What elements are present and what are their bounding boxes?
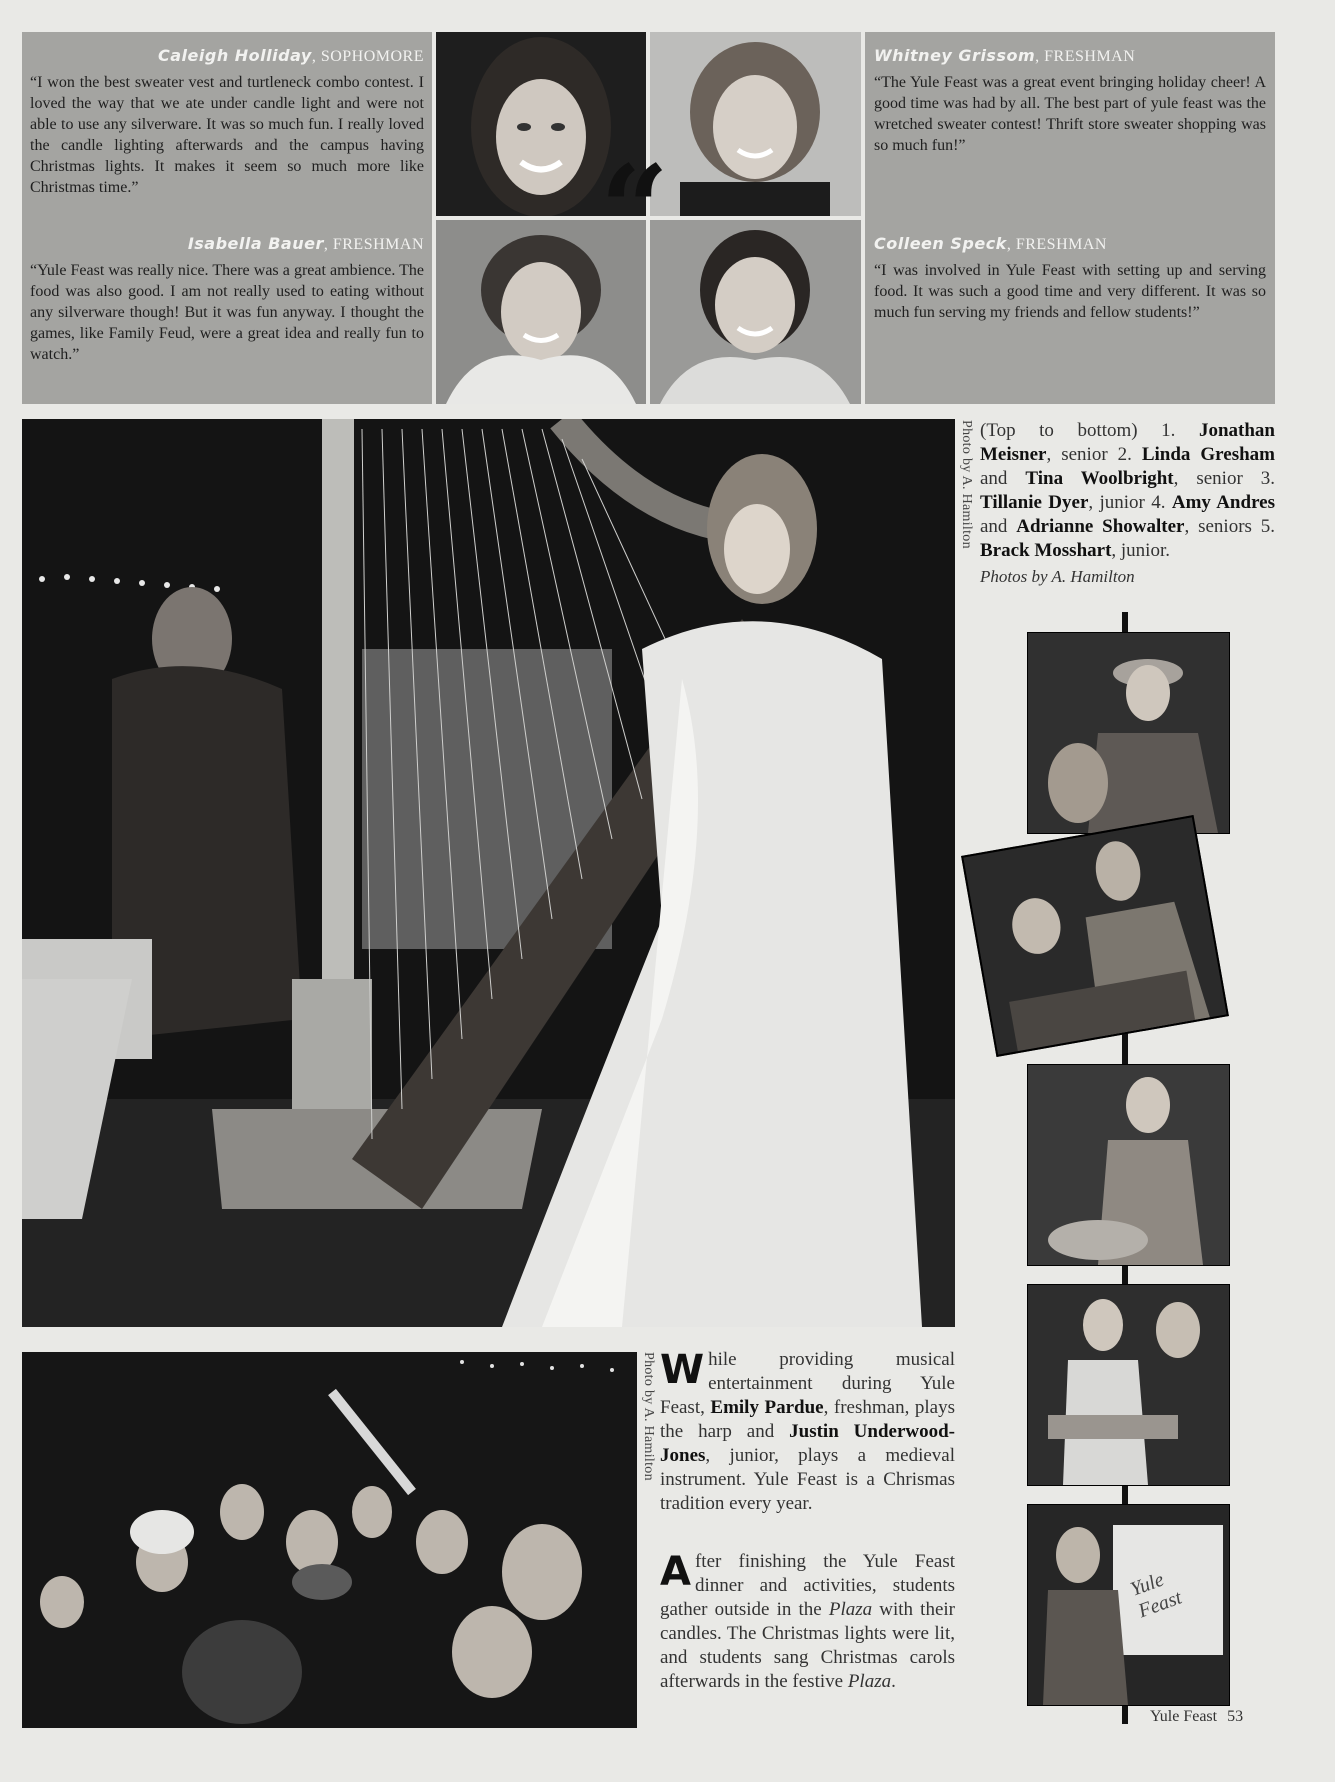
page-footer xyxy=(1150,1708,1243,1726)
caption-text: , junior. xyxy=(1111,540,1170,561)
page-number: 53 xyxy=(1227,1708,1244,1725)
sidebar-photo-5 xyxy=(1027,1504,1230,1706)
quote-author-class: , FRESHMAN xyxy=(1006,236,1107,253)
caption-emphasis: Plaza xyxy=(847,1671,892,1692)
caption-text: with their candles. The Christmas lights were lit, and students sang Christmas carols afterwards in the festive xyxy=(660,1599,955,1692)
quote-author-name: Whitney Grissom xyxy=(874,46,1036,65)
caption-name: Tina Woolbright xyxy=(1025,468,1174,489)
caption-text: . xyxy=(891,1671,896,1692)
quote-author-name: Colleen Speck xyxy=(874,234,1007,253)
crowd-photo-credit: Photo by A. Hamilton xyxy=(641,1352,656,1481)
caption-name: Tillanie Dyer xyxy=(980,492,1089,513)
caption-text: hile providing musical entertainment during Yule Feast, xyxy=(660,1349,955,1418)
caption-text: and xyxy=(980,468,1026,489)
sidebar-photo-4 xyxy=(1027,1284,1230,1486)
quote-text: “The Yule Feast was a great event bringing holiday cheer! A good time was had by all. The best part of yule feast was the wretched sweater contest! Thrift store sweater shopping was so much fun!” xyxy=(874,74,1266,154)
sidebar-photo-3 xyxy=(1027,1064,1230,1266)
caption-name: Justin Underwood-Jones xyxy=(660,1421,955,1466)
caption-text: , junior 4. xyxy=(1088,492,1172,513)
quote-author-class: , SOPHOMORE xyxy=(311,48,424,65)
quote-text: “Yule Feast was really nice. There was a great ambience. The food was also good. I am not really used to eating without any silverware though! But it was fun anyway. I thought the games, like Family Feud, were a great idea and really fun to watch.” xyxy=(30,262,424,363)
sidebar-caption xyxy=(980,419,1275,589)
crowd-photo xyxy=(22,1352,637,1728)
caption-name: Amy Andres xyxy=(1171,492,1275,513)
quote-author-name: Isabella Bauer xyxy=(187,234,324,253)
caption-emphasis: Plaza xyxy=(828,1599,873,1620)
sidebar-photo-2 xyxy=(961,815,1229,1057)
sidebar-photo-credit: Photos by A. Hamilton xyxy=(980,567,1135,586)
harp-photo-credit: Photo by A. Hamilton xyxy=(959,420,974,549)
quote-caleigh xyxy=(30,46,424,198)
footer-section: Yule Feast xyxy=(1150,1708,1218,1725)
drop-cap: A xyxy=(660,1549,691,1595)
caption-text: , senior 3. xyxy=(1173,468,1275,489)
quote-author-class: , FRESHMAN xyxy=(323,236,424,253)
quote-text: “I was involved in Yule Feast with setting up and serving food. It was such a good time and very different. It was so much fun serving my friends and fellow students!” xyxy=(874,262,1266,321)
yule-feast-sign-text: Yule Feast xyxy=(1127,1568,1185,1623)
drop-cap: W xyxy=(660,1347,705,1393)
caption-text: , junior, plays a medieval instrument. Yule Feast is a Chrismas tradition every year. xyxy=(660,1445,955,1514)
quote-whitney xyxy=(874,46,1266,156)
quote-mark-decoration: “ xyxy=(600,139,670,280)
quote-text: “I won the best sweater vest and turtleneck combo contest. I loved the way that we ate under candle light and were not able to use any silverware. It was so much fun. I really loved the candle lighting afterwards and the campus having Christmas lights. It makes it seem so much more like Christmas time.” xyxy=(30,74,424,196)
caption-name: Jonathan Meisner xyxy=(980,420,1275,465)
plaza-caption xyxy=(660,1550,955,1694)
harp-caption xyxy=(660,1348,955,1516)
quote-author-name: Caleigh Holliday xyxy=(158,46,312,65)
sidebar-photo-1 xyxy=(1027,632,1230,834)
caption-name: Emily Pardue xyxy=(710,1397,824,1418)
caption-text: , senior 2. xyxy=(1046,444,1142,465)
caption-name: Brack Mosshart xyxy=(980,540,1112,561)
quote-isabella xyxy=(30,234,424,365)
caption-name: Adrianne Showalter xyxy=(1016,516,1185,537)
quote-colleen xyxy=(874,234,1266,323)
caption-text: , seniors 5. xyxy=(1184,516,1275,537)
portrait-whitney xyxy=(650,32,861,216)
caption-text: , freshman, plays the harp and xyxy=(660,1397,955,1442)
caption-text: fter finishing the Yule Feast dinner and activities, students gather outside in the xyxy=(660,1551,955,1620)
caption-text: (Top to bottom) 1. xyxy=(980,420,1199,441)
caption-name: Linda Gresham xyxy=(1141,444,1275,465)
harp-photo xyxy=(22,419,955,1327)
quote-author-class: , FRESHMAN xyxy=(1035,48,1136,65)
portrait-colleen xyxy=(650,220,861,404)
caption-text: and xyxy=(980,516,1017,537)
